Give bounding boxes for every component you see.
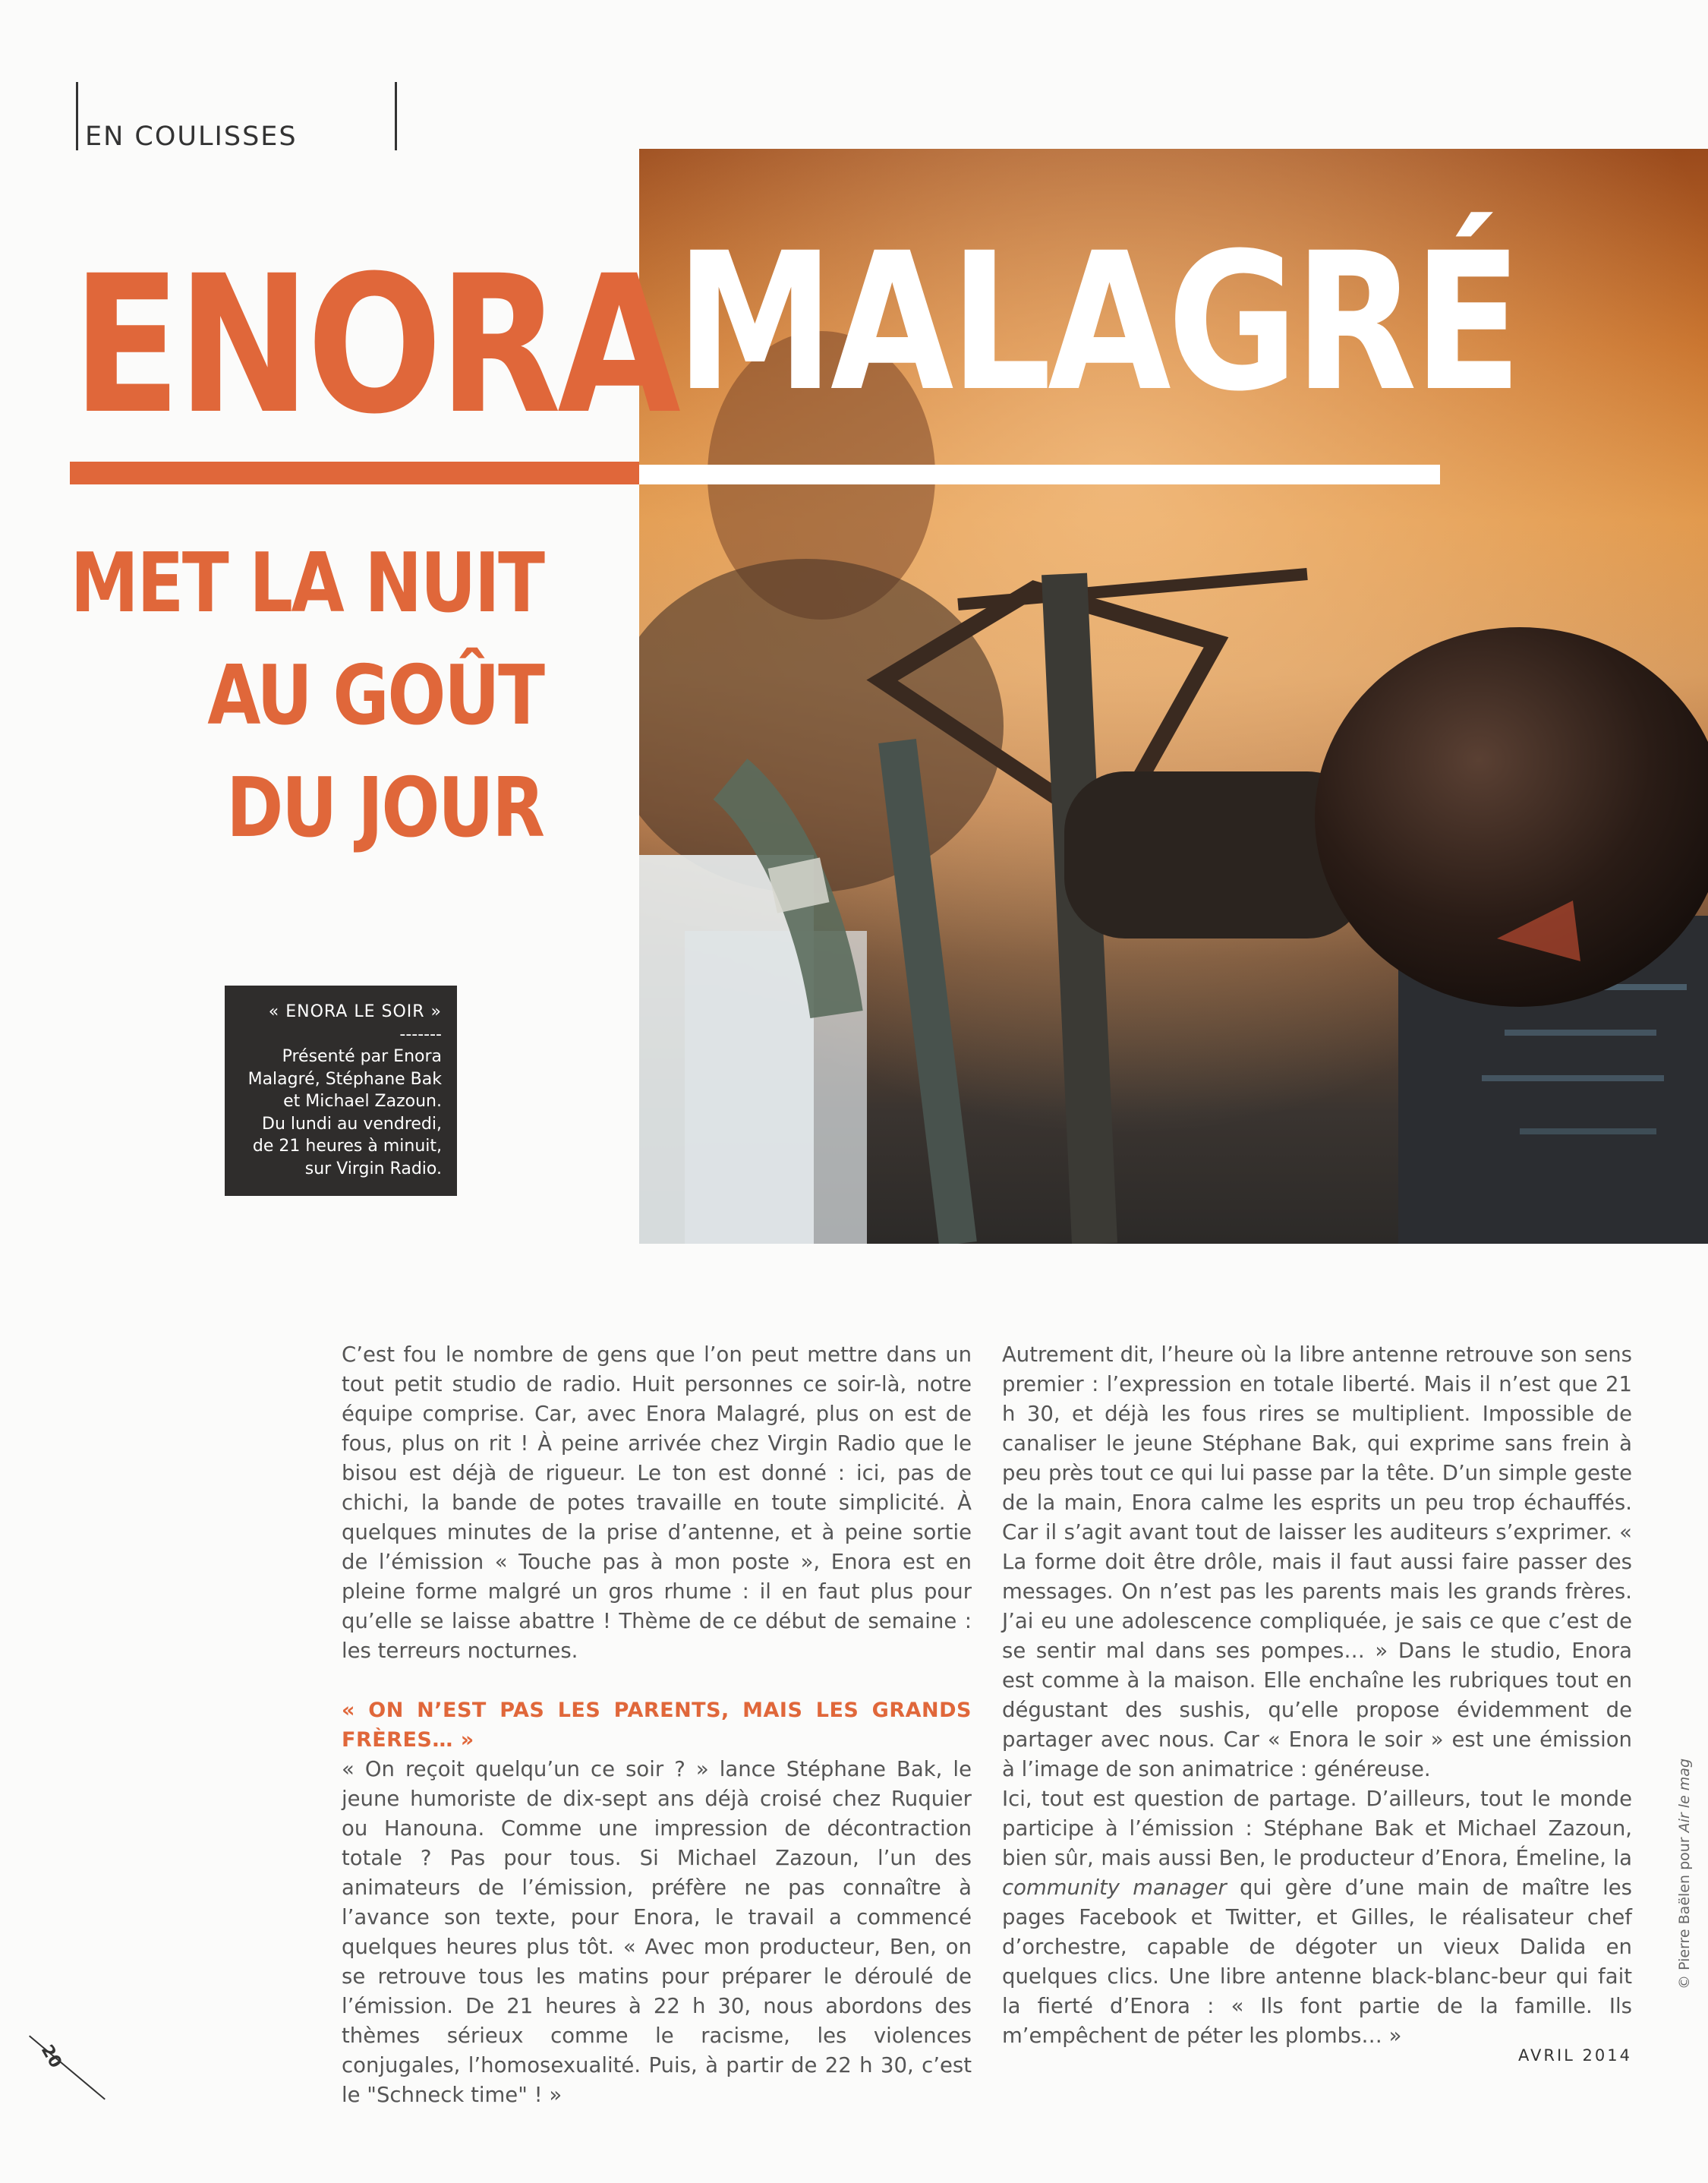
infobox-line: Présenté par Enora bbox=[282, 1047, 442, 1066]
article-paragraph: Autrement dit, l’heure où la libre antenne retrouve son sens premier : l’expression en totale liberté. Mais il n’est que 21 h 30, et déjà les fous rires se multiplient. Impossible de canaliser le jeune Stéphane Bak, qui exprime sans frein à peu près tout ce qui lui passe par la tête. D’un simple geste de la main, Enora calme les esprits un peu trop échauffés. Car il s’agit avant tout de laisser les auditeurs s’exprimer. « La forme doit être drôle, mais il faut aussi faire passer des messages. On n’est pas les parents mais les grands frères. J’ai eu une adolescence compliquée, je sais ce que c’est de se sentir mal dans ses pompes… » Dans le studio, Enora est comme à la maison. Elle enchaîne les rubriques tout en dégustant des sushis, qu’elle propose évidemment de partager avec nous. Car « Enora le soir » est une émission à l’image de son animatrice : généreuse. bbox=[1002, 1342, 1632, 1781]
article-column-right bbox=[1002, 1340, 1632, 2051]
page-number: 20 bbox=[36, 2041, 65, 2072]
article-paragraph: C’est fou le nombre de gens que l’on peut mettre dans un tout petit studio de radio. Huit personnes ce soir-là, notre équipe comprise. Car, avec Enora Malagré, plus on est de fous, plus on rit ! À peine arrivée chez Virgin Radio que le bisou est déjà de rigueur. Le ton est donné : ici, pas de chichi, la bande de potes travaille en toute simplicité. À quelques minutes de la prise d’antenne, et à peine sortie de l’émission « Touche pas à mon poste », Enora est en pleine forme malgré un gros rhume : il en faut plus pour qu’elle se laisse abattre ! Thème de ce début de semaine : les terreurs nocturnes. bbox=[342, 1342, 972, 1663]
section-label: EN COULISSES bbox=[85, 121, 298, 152]
article-text: qui gère d’une main de maître les pages Facebook et Twitter, et Gilles, le réalisateur chef d’orchestre, capable de dégoter un vieux Dalida en quelques clics. Une libre antenne black-blanc-beur qui fait la fierté d’Enora : « Ils font partie de la famille. Ils m’empêchent de péter les plombs… » bbox=[1002, 1875, 1632, 2048]
infobox-divider: ------- bbox=[399, 1024, 442, 1044]
infobox-line: et Michael Zazoun. bbox=[283, 1092, 442, 1111]
page-number-slash bbox=[29, 2035, 106, 2099]
headline-underline-orange bbox=[70, 462, 639, 484]
headline-first-name: ENORA bbox=[72, 235, 677, 456]
section-rule-left bbox=[76, 82, 78, 150]
headline-last-name: MALAGRÉ bbox=[676, 212, 1519, 433]
photo-credit bbox=[1676, 1759, 1693, 1989]
article-paragraph bbox=[1002, 1784, 1632, 2051]
show-infobox bbox=[225, 986, 457, 1196]
article-intertitle: « ON N’EST PAS LES PARENTS, MAIS LES GRANDS FRÈRES… » bbox=[342, 1699, 972, 1752]
infobox-line: Malagré, Stéphane Bak bbox=[247, 1069, 442, 1089]
subtitle-line-3: DU JOUR bbox=[225, 761, 543, 856]
subtitle-line-1: MET LA NUIT bbox=[70, 536, 543, 631]
issue-date: AVRIL 2014 bbox=[1518, 2046, 1632, 2065]
headline-underline-white bbox=[639, 465, 1440, 484]
subtitle bbox=[70, 528, 543, 865]
section-rule-right bbox=[395, 82, 397, 150]
photo-credit-publication: Air le mag bbox=[1676, 1758, 1693, 1833]
article-emphasis: community manager bbox=[1002, 1875, 1227, 1900]
infobox-line: Du lundi au vendredi, bbox=[262, 1114, 442, 1134]
photo-credit-text: © Pierre Baëlen pour bbox=[1676, 1832, 1693, 1989]
infobox-title: « ENORA LE SOIR » bbox=[268, 1002, 442, 1021]
subtitle-line-2: AU GOÛT bbox=[206, 648, 543, 743]
infobox-line: sur Virgin Radio. bbox=[304, 1159, 442, 1178]
article-text: Ici, tout est question de partage. D’ailleurs, tout le monde participe à l’émission : Stéphane Bak et Michael Zazoun, bien sûr, mais aussi Ben, le producteur d’Enora, Émeline, la bbox=[1002, 1787, 1632, 1870]
infobox-line: de 21 heures à minuit, bbox=[252, 1137, 442, 1156]
article-column-left bbox=[342, 1340, 972, 2110]
article-paragraph: « On reçoit quelqu’un ce soir ? » lance Stéphane Bak, le jeune humoriste de dix-sept ans déjà croisé chez Ruquier ou Hanouna. Comme une impression de décontraction totale ? Pas pour tous. Si Michael Zazoun, l’un des animateurs de l’émission, préfère ne pas connaître à l’avance son texte, pour Enora, le travail a commencé quelques heures plus tôt. « Avec mon producteur, Ben, on se retrouve tous les matins pour préparer le déroulé de l’émission. De 21 heures à 22 h 30, nous abordons des thèmes sérieux comme le racisme, les violences conjugales, l’homosexualité. Puis, à partir de 22 h 30, c’est le "Schneck time" ! » bbox=[342, 1757, 972, 2107]
